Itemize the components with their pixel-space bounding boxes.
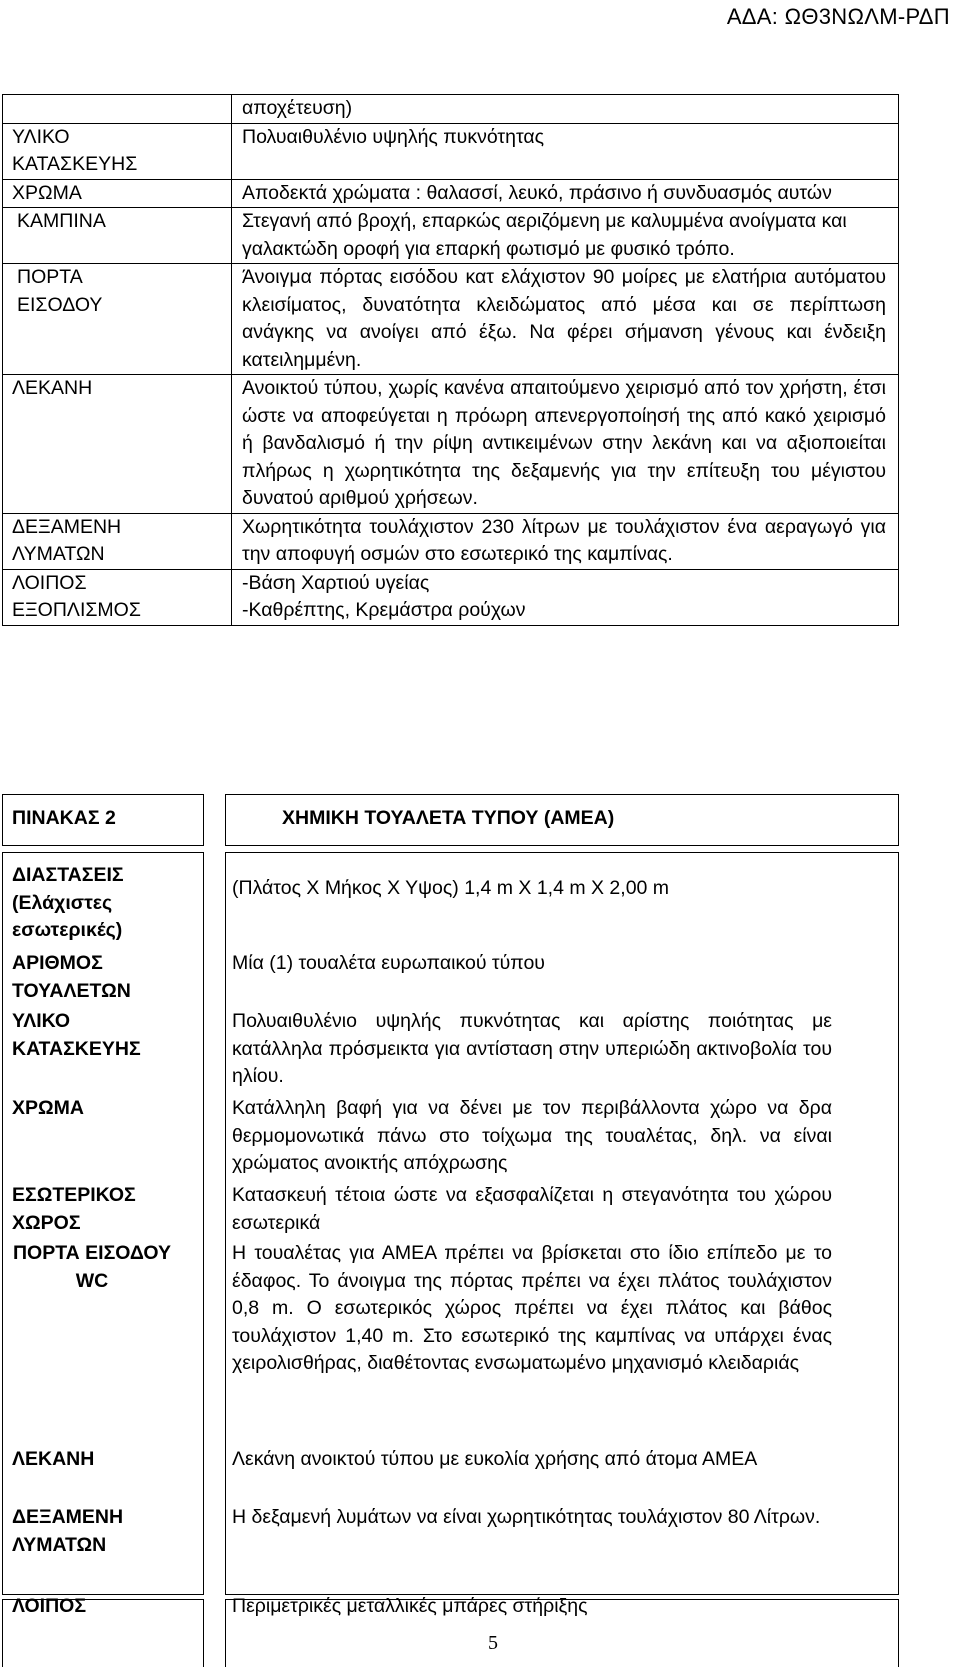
table-row-label: ΛΕΚΑΝΗ: [12, 1448, 95, 1470]
table-cell-value: Ανοικτού τύπου, χωρίς κανένα απαιτούμενο χειρισμό από τον χρήστη, έτσι ώστε να αποφεύγεται η πρόωρη απενεργοποίησή της από κακό χειρισμό ή βανδαλισμό ή την ρίψη αντικειμένων στην λεκάνη και να αξιοποιείται πλήρως η χωρητικότητα της δεξαμενής για την επίτευξη του μέγιστου δυνατού αριθμού χρήσεων.: [232, 375, 899, 514]
value-line: -Καθρέπτης, Κρεμάστρα ρούχων: [242, 599, 526, 621]
row-label-line: ΛΟΙΠΟΣ: [12, 571, 87, 594]
row-label-line: ΕΙΣΟΔΟΥ: [17, 293, 103, 316]
table-row-label: ΛΟΙΠΟΣ: [12, 1595, 87, 1617]
table-row-value: Κατάλληλη βαφή για να δένει με τον περιβάλλοντα χώρο να δρα θερμομονωτικά πάνω στο τοίχωμα της τουαλέτας, δηλ. να είναι χρώματος ανοικτής απόχρωσης: [232, 1097, 832, 1174]
table-row: [3, 264, 899, 375]
table-row-label: ΔΙΑΣΤΑΣΕΙΣ (Ελάχιστες εσωτερικές): [12, 864, 124, 941]
table-row-label: ΕΣΩΤΕΡΙΚΟΣ ΧΩΡΟΣ: [12, 1184, 136, 1234]
specs-table-1: [2, 94, 899, 626]
table-row-value: Κατασκευή τέτοια ώστε να εξασφαλίζεται η στεγανότητα του χώρου εσωτερικά: [232, 1184, 832, 1234]
table-row: [3, 375, 899, 514]
table-row-value: Πολυαιθυλένιο υψηλής πυκνότητας και αρίστης ποιότητας με κατάλληλα πρόσμεικτα για αντίσταση στην υπεριώδη ακτινοβολία του ηλίου.: [232, 1010, 832, 1087]
table-cell-label: ΛΕΚΑΝΗ: [3, 375, 232, 514]
table-row-value: Περιμετρικές μεταλλικές μπάρες στήριξης: [232, 1595, 588, 1617]
table-cell-label: ΧΡΩΜΑ: [3, 179, 232, 208]
table-row-value: Η τουαλέτας για ΑΜΕΑ πρέπει να βρίσκεται στο ίδιο επίπεδο με το έδαφος. Το άνοιγμα της πόρτας πρέπει να έχει πλάτος τουλάχιστον 0,8 m. Ο εσωτερικός χώρος πρέπει να έχει πλάτος και βάθος τουλάχιστον 1,40 m. Στο εσωτερικό της καμπίνας να υπάρχει ένας χειρολισθήρας, διαθέτοντας ενσωματωμένο μηχανισμό κλειδαριάς: [232, 1242, 832, 1374]
table-cell-label: [3, 264, 232, 375]
table-row-label: ΑΡΙΘΜΟΣ ΤΟΥΑΛΕΤΩΝ: [12, 952, 131, 1002]
table-cell-label: [3, 123, 232, 179]
table-row: [3, 569, 899, 625]
row-label-line: ΕΞΟΠΛΙΣΜΟΣ: [12, 599, 141, 621]
value-line: -Βάση Χαρτιού υγείας: [242, 571, 430, 594]
row-label-line: ΛΥΜΑΤΩΝ: [12, 543, 105, 565]
table-row-value: Λεκάνη ανοικτού τύπου με ευκολία χρήσης από άτομα ΑΜΕΑ: [232, 1448, 758, 1470]
table-cell-value: Χωρητικότητα τουλάχιστον 230 λίτρων με τουλάχιστον ένα αεραγωγό για την αποφυγή οσμών στο εσωτερικό της καμπίνας.: [232, 513, 899, 569]
table-cell-label: ΚΑΜΠΙΝΑ: [3, 208, 232, 264]
table-cell-value: Αποδεκτά χρώματα : θαλασσί, λευκό, πράσινο ή συνδυασμός αυτών: [232, 179, 899, 208]
table-row: [3, 179, 899, 208]
row-label-line: ΠΟΡΤΑ: [17, 266, 83, 288]
table-row: [3, 513, 899, 569]
table-cell-value: Άνοιγμα πόρτας εισόδου κατ ελάχιστον 90 μοίρες με ελατήρια αυτόματου κλεισίματος, δυνατότητα κλειδώματος από μέσα και σε περίπτωση ανάγκης να ανοίγει από έξω. Να φέρει σήμανση γένους και ένδειξη κατειλημμένη.: [232, 264, 899, 375]
table-row: [3, 208, 899, 264]
table-row-value: Μία (1) τουαλέτα ευρωπαικού τύπου: [232, 952, 545, 974]
page-number: 5: [488, 1632, 498, 1654]
table-row-label: ΠΟΡΤΑ ΕΙΣΟΔΟΥ WC: [12, 1242, 172, 1292]
row-label-line: ΔΕΞΑΜΕΝΗ: [12, 515, 122, 538]
table-cell-value: [232, 569, 899, 625]
table-cell-label: [3, 513, 232, 569]
table-row: [3, 95, 899, 124]
table-cell-value: Στεγανή από βροχή, επαρκώς αεριζόμενη με καλυμμένα ανοίγματα και γαλακτώδη οροφή για επαρκή φωτισμό με φυσικό τρόπο.: [232, 208, 899, 264]
document-ada-code: ΑΔΑ: ΩΘ3ΝΩΛΜ-ΡΔΠ: [726, 4, 950, 29]
row-label-line: ΚΑΤΑΣΚΕΥΗΣ: [12, 153, 138, 175]
table2-title-label: ΠΙΝΑΚΑΣ 2: [12, 807, 116, 829]
table-cell-label: [3, 569, 232, 625]
table-row: [3, 123, 899, 179]
table-row-label: ΥΛΙΚΟ ΚΑΤΑΣΚΕΥΗΣ: [12, 1010, 141, 1060]
table-cell-value: Πολυαιθυλένιο υψηλής πυκνότητας: [232, 123, 899, 179]
row-label-line: ΥΛΙΚΟ: [12, 125, 70, 148]
table-row-value: (Πλάτος Χ Μήκος Χ Υψος) 1,4 m Χ 1,4 m Χ 2,00 m: [232, 877, 670, 899]
table-row-label: ΧΡΩΜΑ: [12, 1097, 84, 1119]
table-cell-value: αποχέτευση): [232, 95, 899, 124]
table-cell-empty: [3, 95, 232, 124]
table2-title: ΧΗΜΙΚΗ ΤΟΥΑΛΕΤΑ ΤΥΠΟΥ (ΑΜΕΑ): [282, 807, 615, 829]
table-row-label: ΔΕΞΑΜΕΝΗ ΛΥΜΑΤΩΝ: [12, 1506, 124, 1556]
table-row-value: Η δεξαμενή λυμάτων να είναι χωρητικότητας τουλάχιστον 80 Λίτρων.: [232, 1506, 821, 1528]
